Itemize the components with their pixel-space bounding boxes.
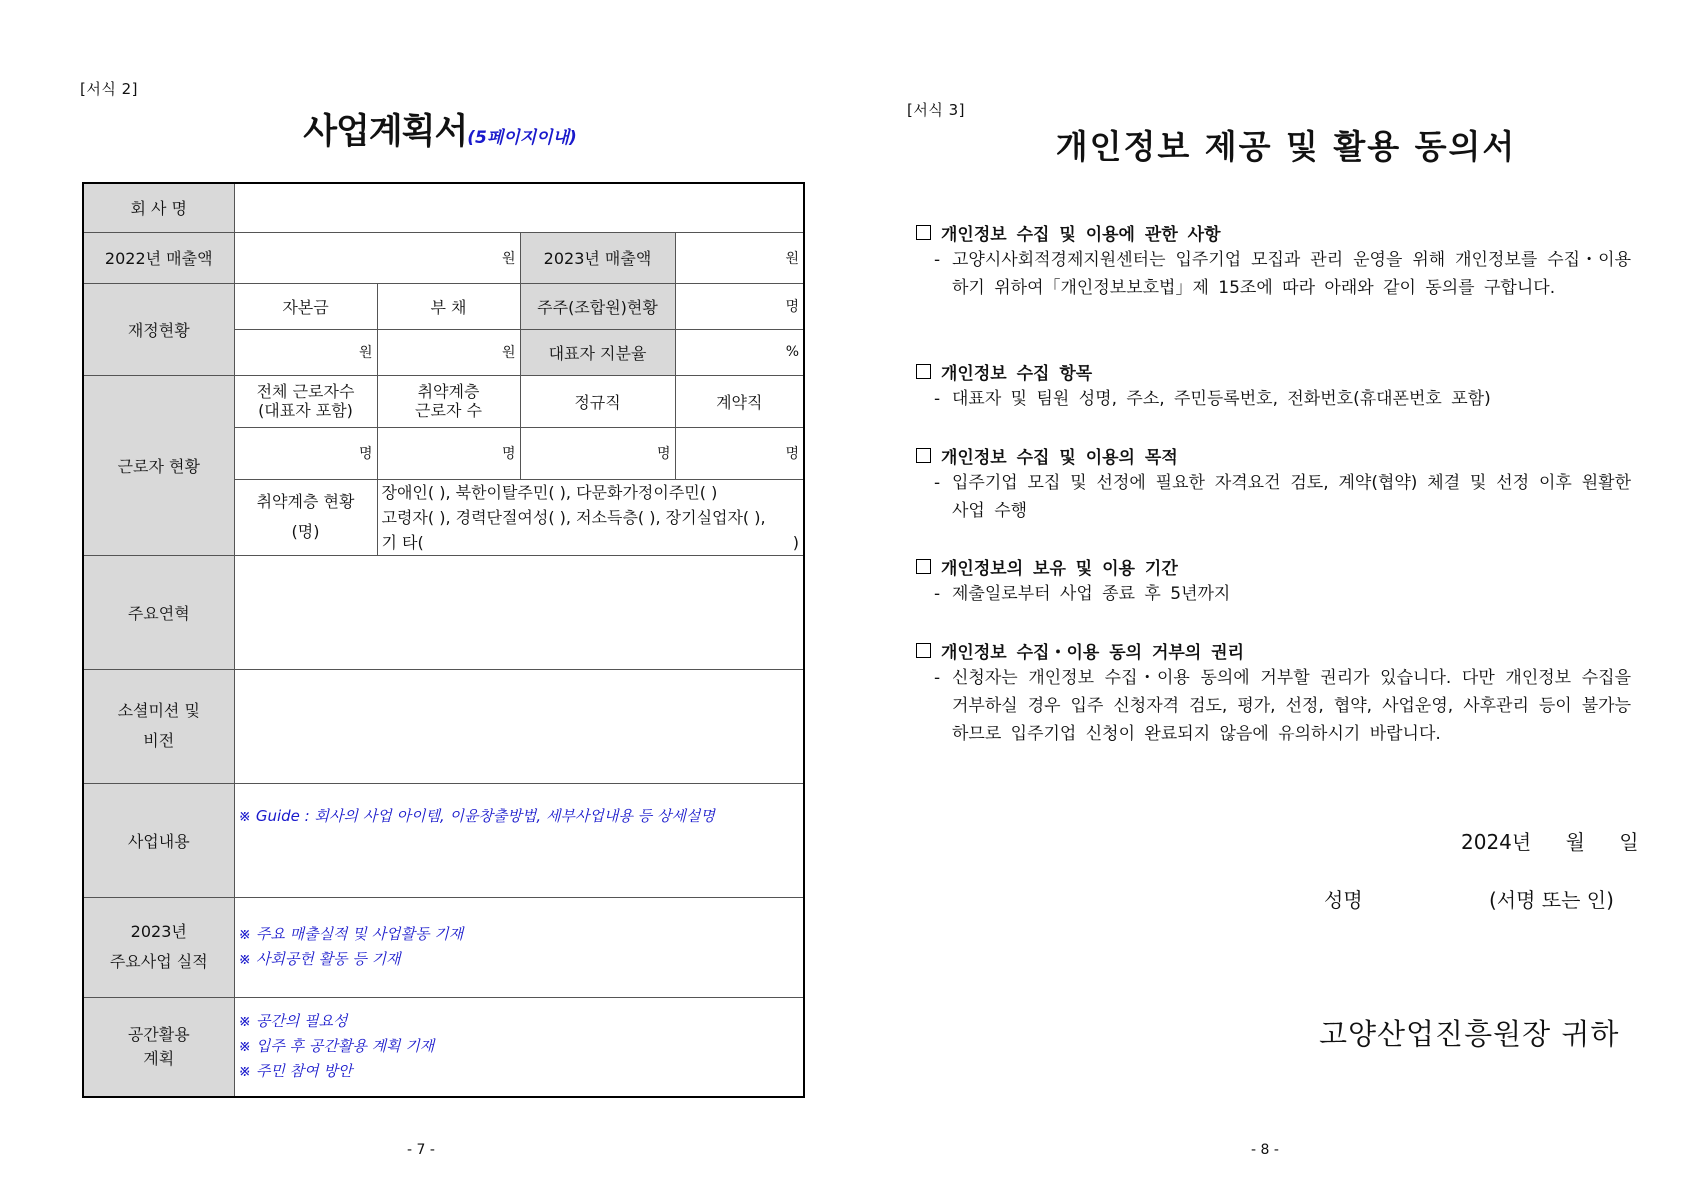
mission-label bbox=[83, 669, 234, 783]
results-guide-1: ※ 주요 매출실적 및 사업활동 기재 bbox=[238, 925, 464, 943]
history-field[interactable] bbox=[234, 555, 804, 669]
title-note: (5페이지이내) bbox=[467, 128, 577, 148]
vulnerable-status-field[interactable] bbox=[377, 479, 804, 555]
section-heading: 개인정보 수집 및 이용에 관한 사항 bbox=[941, 224, 1221, 245]
person-unit: 명 bbox=[656, 446, 671, 462]
shareholders-field[interactable] bbox=[675, 283, 804, 329]
section-body: 제출일로부터 사업 종료 후 5년까지 bbox=[952, 584, 1231, 604]
sales-2022-label: 2022년 매출액 bbox=[83, 232, 234, 283]
checkbox-icon[interactable] bbox=[916, 448, 931, 463]
percent-unit: % bbox=[785, 344, 799, 360]
section-heading: 개인정보의 보유 및 이용 기간 bbox=[941, 558, 1178, 579]
signature-label: 성명 bbox=[1324, 888, 1363, 912]
page-title: 개인정보 제공 및 활용 동의서 bbox=[1055, 127, 1517, 166]
contract-field[interactable] bbox=[675, 427, 804, 479]
sales-2023-field[interactable] bbox=[675, 232, 804, 283]
regular-header: 정규직 bbox=[520, 375, 675, 427]
company-name-field[interactable] bbox=[234, 183, 804, 232]
vulnerable-line-2: 고령자( ), 경력단절여성( ), 저소득층( ), 장기실업자( ), bbox=[381, 507, 766, 527]
dash-marker: - bbox=[934, 584, 941, 604]
results-line2: 주요사업 실적 bbox=[109, 952, 208, 971]
section-heading: 개인정보 수집 및 이용의 목적 bbox=[941, 447, 1178, 468]
section-right-to-refuse bbox=[916, 636, 1631, 748]
rep-share-field[interactable] bbox=[675, 329, 804, 375]
vulnerable-workers-field[interactable] bbox=[377, 427, 520, 479]
section-heading: 개인정보 수집・이용 동의 거부의 권리 bbox=[941, 642, 1245, 663]
workers-label: 근로자 현황 bbox=[83, 375, 234, 555]
checkbox-icon[interactable] bbox=[916, 364, 931, 379]
section-purpose bbox=[916, 441, 1631, 525]
vulnerable-workers-line2: 근로자 수 bbox=[415, 401, 482, 420]
vulnerable-status-label bbox=[234, 479, 377, 555]
space-label bbox=[83, 997, 234, 1097]
total-workers-field[interactable] bbox=[234, 427, 377, 479]
space-line1: 공간활용 bbox=[127, 1024, 190, 1044]
checkbox-icon[interactable] bbox=[916, 225, 931, 240]
dash-marker: - bbox=[934, 668, 941, 688]
shareholders-label: 주주(조합원)현황 bbox=[520, 283, 675, 329]
section-body: 신청자는 개인정보 수집・이용 동의에 거부할 권리가 있습니다. 다만 개인정보 수집을 거부하실 경우 입주 신청자격 검도, 평가, 선정, 협약, 사업운영, 사후관리 등이 불가능하므로 입주기업 신청이 완료되지 않음에 유의하시기 바랍니다. bbox=[952, 668, 1631, 744]
recipient: 고양산업진흥원장 귀하 bbox=[1319, 1017, 1620, 1051]
vulnerable-workers-line1: 취약계층 bbox=[417, 382, 480, 401]
section-retention bbox=[916, 552, 1631, 608]
signature-note: (서명 또는 인) bbox=[1489, 888, 1614, 912]
finance-label: 재정현황 bbox=[83, 283, 234, 375]
total-workers-line2: (대표자 포함) bbox=[258, 401, 353, 420]
vulnerable-status-line2: (명) bbox=[291, 522, 320, 541]
history-label: 주요연혁 bbox=[83, 555, 234, 669]
won-unit: 원 bbox=[501, 345, 516, 361]
consent-form-page bbox=[841, 0, 1682, 1190]
date-line: 2024년 월 일 bbox=[1461, 830, 1639, 854]
capital-field[interactable] bbox=[234, 329, 377, 375]
total-workers-line1: 전체 근로자수 bbox=[256, 382, 355, 401]
business-guide: ※ Guide : 회사의 사업 아이템, 이윤창출방법, 세부사업내용 등 상세설명 bbox=[238, 806, 715, 825]
page-number: - 8 - bbox=[1251, 1142, 1279, 1158]
debt-header: 부 채 bbox=[377, 283, 520, 329]
won-unit: 원 bbox=[785, 250, 799, 267]
total-workers-header bbox=[234, 375, 377, 427]
person-unit: 명 bbox=[785, 299, 799, 315]
dash-marker: - bbox=[934, 473, 941, 493]
person-unit: 명 bbox=[358, 446, 373, 462]
person-unit: 명 bbox=[501, 446, 516, 462]
company-name-label: 회 사 명 bbox=[83, 183, 234, 232]
space-guide-2: ※ 입주 후 공간활용 계획 기재 bbox=[238, 1037, 435, 1056]
section-body: 대표자 및 팀원 성명, 주소, 주민등록번호, 전화번호(휴대폰번호 포함) bbox=[952, 389, 1491, 409]
mission-line1: 소셜미션 및 bbox=[117, 701, 200, 720]
space-field[interactable] bbox=[234, 997, 804, 1097]
space-guide-1: ※ 공간의 필요성 bbox=[238, 1012, 348, 1031]
page-title bbox=[80, 104, 800, 154]
vulnerable-status-line1: 취약계층 현황 bbox=[256, 492, 355, 511]
vulnerable-line-1: 장애인( ), 북한이탈주민( ), 다문화가정이주민( ) bbox=[381, 482, 718, 502]
capital-header: 자본금 bbox=[234, 283, 377, 329]
debt-field[interactable] bbox=[377, 329, 520, 375]
section-collection-items bbox=[916, 357, 1631, 413]
checkbox-icon[interactable] bbox=[916, 643, 931, 658]
mission-line2: 비전 bbox=[143, 731, 175, 750]
rep-share-label: 대표자 지분율 bbox=[520, 329, 675, 375]
space-guide-3: ※ 주민 참여 방안 bbox=[238, 1062, 353, 1081]
mission-field[interactable] bbox=[234, 669, 804, 783]
page-number: - 7 - bbox=[407, 1142, 435, 1158]
results-line1: 2023년 bbox=[130, 922, 187, 941]
sales-2022-field[interactable] bbox=[234, 232, 520, 283]
section-collection-usage bbox=[916, 218, 1631, 302]
sales-2023-label: 2023년 매출액 bbox=[520, 232, 675, 283]
dash-marker: - bbox=[934, 389, 941, 409]
won-unit: 원 bbox=[358, 345, 373, 361]
section-body: 고양시사회적경제지원센터는 입주기업 모집과 관리 운영을 위해 개인정보를 수집・이용하기 위하여「개인정보보호법」제 15조에 따라 아래와 같이 동의를 구합니다. bbox=[952, 250, 1631, 298]
section-heading: 개인정보 수집 항목 bbox=[941, 363, 1093, 384]
contract-header: 계약직 bbox=[675, 375, 804, 427]
checkbox-icon[interactable] bbox=[916, 559, 931, 574]
business-plan-table bbox=[82, 182, 805, 1098]
won-unit: 원 bbox=[501, 250, 516, 267]
person-unit: 명 bbox=[785, 446, 799, 462]
title-text: 사업계획서 bbox=[303, 112, 468, 152]
form-tag: [서식 2] bbox=[80, 80, 138, 98]
results-label bbox=[83, 897, 234, 997]
section-body: 입주기업 모집 및 선정에 필요한 자격요건 검토, 계약(협약) 체결 및 선정 이후 원활한 사업 수행 bbox=[952, 473, 1631, 521]
results-guide-2: ※ 사회공헌 활동 등 기재 bbox=[238, 950, 401, 968]
vulnerable-workers-header bbox=[377, 375, 520, 427]
form-tag: [서식 3] bbox=[907, 101, 965, 119]
vulnerable-line-3: 기 타( ) bbox=[381, 532, 799, 552]
results-field[interactable] bbox=[234, 897, 804, 997]
dash-marker: - bbox=[934, 250, 941, 270]
space-line2: 계획 bbox=[143, 1048, 175, 1068]
business-label: 사업내용 bbox=[83, 783, 234, 897]
regular-field[interactable] bbox=[520, 427, 675, 479]
business-field[interactable] bbox=[234, 783, 804, 897]
